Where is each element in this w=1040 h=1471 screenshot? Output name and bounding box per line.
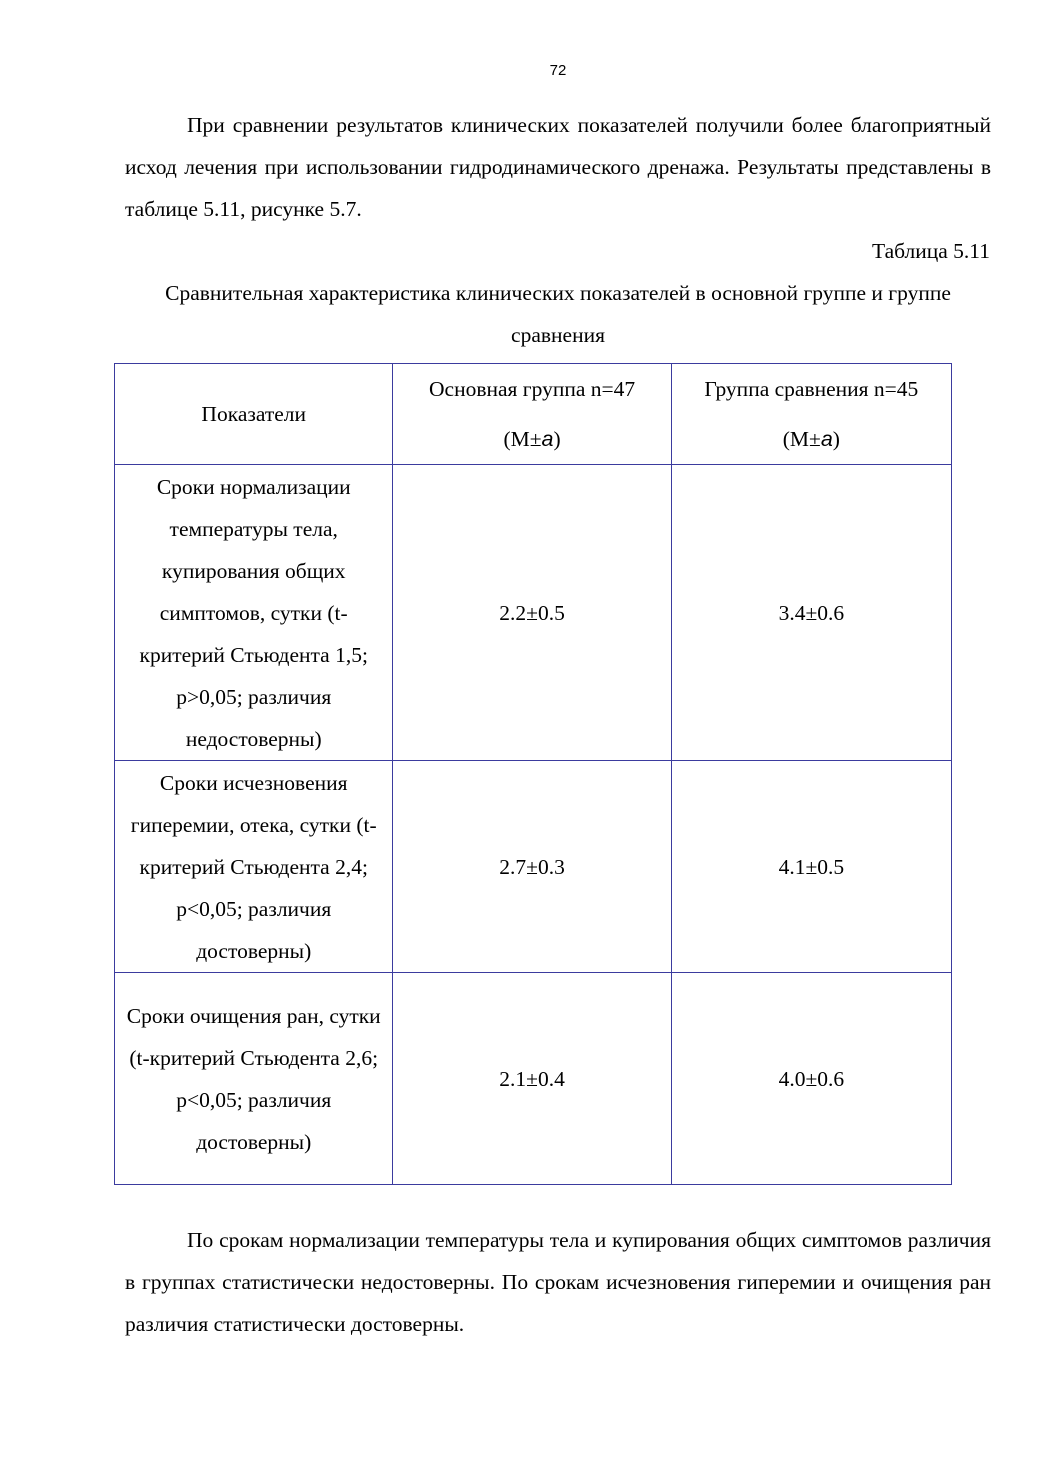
header-indicators: Показатели xyxy=(115,364,393,465)
indicator-cell: Сроки нормализации температуры тела, купирования общих симптомов, сутки (t-критерий Стьюдента 1,5; p>0,05; различия недостоверны) xyxy=(115,465,393,761)
table-label: Таблица 5.11 xyxy=(871,239,990,263)
table-row xyxy=(115,973,952,1185)
main-group-value: 2.7±0.3 xyxy=(393,761,671,973)
comparison-group-value: 4.0±0.6 xyxy=(671,973,951,1185)
header-comparison-group: Группа сравнения n=45 (M±a) xyxy=(671,364,951,465)
intro-paragraph: При сравнении результатов клинических показателей получили более благоприятный исход лечения при использовании гидродинамического дренажа. Результаты представлены в таблице 5.11, рисунке 5.7. xyxy=(125,113,991,221)
table-header-row xyxy=(115,364,952,465)
comparison-group-value: 3.4±0.6 xyxy=(671,465,951,761)
conclusion-paragraph: По срокам нормализации температуры тела и купирования общих симптомов различия в группах статистически недостоверны. По срокам исчезновения гиперемии и очищения ран различия статистически достоверны. xyxy=(125,1228,991,1336)
comparison-table xyxy=(114,363,952,1185)
main-group-value: 2.1±0.4 xyxy=(393,973,671,1185)
table-row xyxy=(115,761,952,973)
page-number: 72 xyxy=(549,62,567,79)
indicator-cell: Сроки очищения ран, сутки (t-критерий Стьюдента 2,6; p<0,05; различия достоверны) xyxy=(115,973,393,1185)
header-main-group: Основная группа n=47 (M±a) xyxy=(393,364,671,465)
table-row xyxy=(115,465,952,761)
table-caption: Сравнительная характеристика клинических показателей в основной группе и группе сравнения xyxy=(165,281,951,347)
indicator-cell: Сроки исчезновения гиперемии, отека, сутки (t-критерий Стьюдента 2,4; p<0,05; различия достоверны) xyxy=(115,761,393,973)
main-group-value: 2.2±0.5 xyxy=(393,465,671,761)
comparison-group-value: 4.1±0.5 xyxy=(671,761,951,973)
